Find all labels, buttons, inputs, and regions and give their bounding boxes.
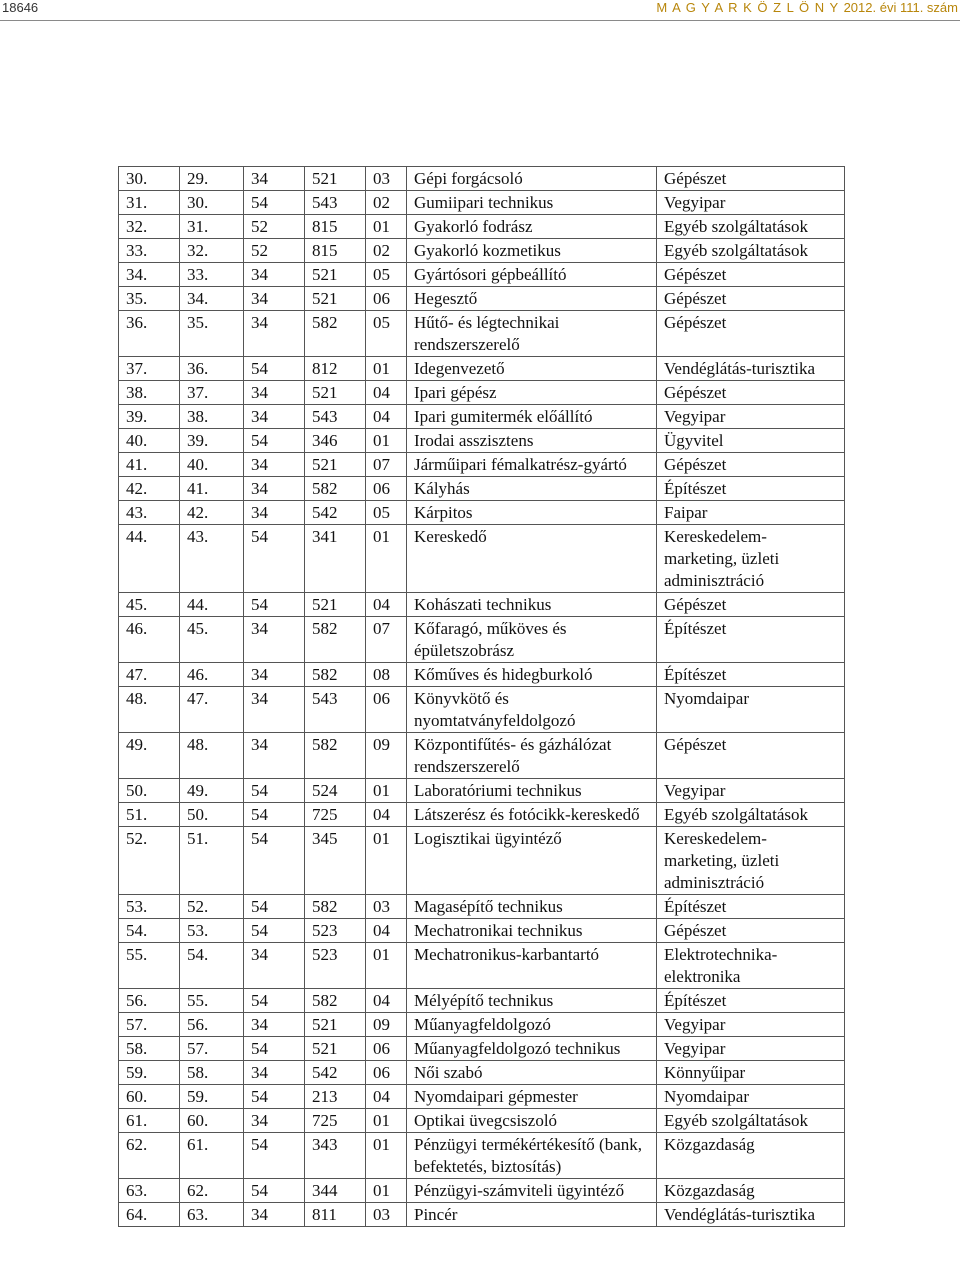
code-part-1-cell: 34 [244, 501, 305, 525]
code-part-2-cell: 543 [305, 405, 366, 429]
sector-cell: Gépészet [657, 287, 845, 311]
code-part-3-cell: 01 [366, 357, 407, 381]
code-part-1-cell: 54 [244, 1133, 305, 1179]
code-part-3-cell: 01 [366, 1109, 407, 1133]
qualification-name-cell: Magasépítő technikus [407, 895, 657, 919]
code-part-3-cell: 04 [366, 593, 407, 617]
sector-cell: Vegyipar [657, 191, 845, 215]
code-part-1-cell: 34 [244, 617, 305, 663]
sector-cell: Építészet [657, 895, 845, 919]
table-row [119, 943, 845, 989]
row-number-cell: 46. [119, 617, 180, 663]
table-row [119, 687, 845, 733]
row-number-cell: 48. [119, 687, 180, 733]
code-part-3-cell: 06 [366, 287, 407, 311]
qualification-name-cell: Gyártósori gépbeállító [407, 263, 657, 287]
sector-cell: Gépészet [657, 167, 845, 191]
row-number-cell: 38. [119, 381, 180, 405]
qualification-name-cell: Ipari gumitermék előállító [407, 405, 657, 429]
old-row-number-cell: 48. [180, 733, 244, 779]
code-part-1-cell: 34 [244, 687, 305, 733]
qualification-name-cell: Mechatronikus-karbantartó [407, 943, 657, 989]
code-part-3-cell: 06 [366, 687, 407, 733]
qualification-name-cell: Műanyagfeldolgozó technikus [407, 1037, 657, 1061]
sector-cell: Vegyipar [657, 779, 845, 803]
code-part-2-cell: 523 [305, 919, 366, 943]
code-part-3-cell: 01 [366, 943, 407, 989]
table-row [119, 239, 845, 263]
page-number: 18646 [2, 0, 39, 15]
code-part-2-cell: 582 [305, 895, 366, 919]
old-row-number-cell: 51. [180, 827, 244, 895]
qualification-name-cell: Kályhás [407, 477, 657, 501]
qualification-table [118, 166, 845, 1227]
code-part-2-cell: 582 [305, 477, 366, 501]
code-part-2-cell: 582 [305, 733, 366, 779]
table-row [119, 311, 845, 357]
code-part-1-cell: 34 [244, 311, 305, 357]
code-part-1-cell: 54 [244, 919, 305, 943]
table-row [119, 405, 845, 429]
table-row [119, 617, 845, 663]
code-part-2-cell: 815 [305, 215, 366, 239]
old-row-number-cell: 59. [180, 1085, 244, 1109]
row-number-cell: 61. [119, 1109, 180, 1133]
row-number-cell: 35. [119, 287, 180, 311]
code-part-1-cell: 52 [244, 215, 305, 239]
old-row-number-cell: 44. [180, 593, 244, 617]
qualification-name-cell: Pénzügyi-számviteli ügyintéző [407, 1179, 657, 1203]
code-part-2-cell: 521 [305, 1037, 366, 1061]
code-part-2-cell: 524 [305, 779, 366, 803]
qualification-name-cell: Logisztikai ügyintéző [407, 827, 657, 895]
old-row-number-cell: 42. [180, 501, 244, 525]
row-number-cell: 41. [119, 453, 180, 477]
row-number-cell: 31. [119, 191, 180, 215]
sector-cell: Egyéb szolgáltatások [657, 239, 845, 263]
code-part-2-cell: 812 [305, 357, 366, 381]
code-part-2-cell: 521 [305, 381, 366, 405]
code-part-1-cell: 54 [244, 1179, 305, 1203]
row-number-cell: 34. [119, 263, 180, 287]
code-part-1-cell: 52 [244, 239, 305, 263]
journal-title [656, 0, 958, 15]
qualification-name-cell: Központifűtés- és gázhálózat rendszerszerelő [407, 733, 657, 779]
code-part-1-cell: 34 [244, 477, 305, 501]
old-row-number-cell: 56. [180, 1013, 244, 1037]
table-row [119, 453, 845, 477]
row-number-cell: 60. [119, 1085, 180, 1109]
table-row [119, 525, 845, 593]
row-number-cell: 57. [119, 1013, 180, 1037]
table-row [119, 1133, 845, 1179]
old-row-number-cell: 30. [180, 191, 244, 215]
sector-cell: Építészet [657, 477, 845, 501]
code-part-1-cell: 54 [244, 593, 305, 617]
code-part-2-cell: 521 [305, 1013, 366, 1037]
qualification-name-cell: Női szabó [407, 1061, 657, 1085]
code-part-3-cell: 04 [366, 381, 407, 405]
code-part-3-cell: 01 [366, 429, 407, 453]
table-row [119, 381, 845, 405]
sector-cell: Gépészet [657, 311, 845, 357]
table-row [119, 1203, 845, 1227]
code-part-1-cell: 54 [244, 827, 305, 895]
code-part-1-cell: 34 [244, 287, 305, 311]
table-row [119, 827, 845, 895]
table-row [119, 263, 845, 287]
code-part-2-cell: 582 [305, 311, 366, 357]
row-number-cell: 56. [119, 989, 180, 1013]
code-part-3-cell: 04 [366, 803, 407, 827]
old-row-number-cell: 61. [180, 1133, 244, 1179]
qualification-name-cell: Irodai asszisztens [407, 429, 657, 453]
sector-cell: Vegyipar [657, 1037, 845, 1061]
table-row [119, 1013, 845, 1037]
qualification-name-cell: Gyakorló fodrász [407, 215, 657, 239]
code-part-1-cell: 54 [244, 779, 305, 803]
code-part-3-cell: 09 [366, 733, 407, 779]
code-part-1-cell: 54 [244, 895, 305, 919]
code-part-3-cell: 04 [366, 919, 407, 943]
page-header [0, 0, 960, 21]
row-number-cell: 47. [119, 663, 180, 687]
code-part-3-cell: 03 [366, 895, 407, 919]
code-part-3-cell: 01 [366, 1133, 407, 1179]
qualification-name-cell: Optikai üvegcsiszoló [407, 1109, 657, 1133]
qualification-name-cell: Hűtő- és légtechnikai rendszerszerelő [407, 311, 657, 357]
qualification-name-cell: Ipari gépész [407, 381, 657, 405]
row-number-cell: 62. [119, 1133, 180, 1179]
old-row-number-cell: 35. [180, 311, 244, 357]
code-part-2-cell: 346 [305, 429, 366, 453]
qualification-name-cell: Nyomdaipari gépmester [407, 1085, 657, 1109]
code-part-3-cell: 03 [366, 1203, 407, 1227]
old-row-number-cell: 47. [180, 687, 244, 733]
table-row [119, 1037, 845, 1061]
row-number-cell: 32. [119, 215, 180, 239]
old-row-number-cell: 57. [180, 1037, 244, 1061]
code-part-3-cell: 04 [366, 989, 407, 1013]
old-row-number-cell: 45. [180, 617, 244, 663]
old-row-number-cell: 34. [180, 287, 244, 311]
row-number-cell: 63. [119, 1179, 180, 1203]
old-row-number-cell: 33. [180, 263, 244, 287]
code-part-1-cell: 34 [244, 1061, 305, 1085]
code-part-1-cell: 34 [244, 263, 305, 287]
old-row-number-cell: 37. [180, 381, 244, 405]
row-number-cell: 53. [119, 895, 180, 919]
code-part-2-cell: 582 [305, 617, 366, 663]
row-number-cell: 30. [119, 167, 180, 191]
code-part-3-cell: 09 [366, 1013, 407, 1037]
sector-cell: Közgazdaság [657, 1179, 845, 1203]
sector-cell: Gépészet [657, 593, 845, 617]
qualification-name-cell: Gyakorló kozmetikus [407, 239, 657, 263]
code-part-2-cell: 542 [305, 501, 366, 525]
row-number-cell: 55. [119, 943, 180, 989]
code-part-2-cell: 725 [305, 803, 366, 827]
code-part-3-cell: 06 [366, 1061, 407, 1085]
qualification-name-cell: Pénzügyi termékértékesítő (bank, befektetés, biztosítás) [407, 1133, 657, 1179]
sector-cell: Nyomdaipar [657, 687, 845, 733]
old-row-number-cell: 49. [180, 779, 244, 803]
old-row-number-cell: 32. [180, 239, 244, 263]
table-row [119, 989, 845, 1013]
code-part-1-cell: 54 [244, 429, 305, 453]
code-part-3-cell: 02 [366, 239, 407, 263]
code-part-3-cell: 04 [366, 405, 407, 429]
sector-cell: Közgazdaság [657, 1133, 845, 1179]
code-part-3-cell: 01 [366, 215, 407, 239]
sector-cell: Kereskedelem-marketing, üzleti adminisztráció [657, 525, 845, 593]
code-part-2-cell: 213 [305, 1085, 366, 1109]
row-number-cell: 58. [119, 1037, 180, 1061]
code-part-1-cell: 34 [244, 733, 305, 779]
table-row [119, 919, 845, 943]
code-part-1-cell: 54 [244, 989, 305, 1013]
code-part-1-cell: 54 [244, 191, 305, 215]
old-row-number-cell: 39. [180, 429, 244, 453]
old-row-number-cell: 41. [180, 477, 244, 501]
code-part-1-cell: 34 [244, 381, 305, 405]
code-part-1-cell: 34 [244, 1109, 305, 1133]
sector-cell: Ügyvitel [657, 429, 845, 453]
code-part-2-cell: 344 [305, 1179, 366, 1203]
code-part-1-cell: 34 [244, 453, 305, 477]
row-number-cell: 39. [119, 405, 180, 429]
qualification-name-cell: Hegesztő [407, 287, 657, 311]
old-row-number-cell: 60. [180, 1109, 244, 1133]
code-part-3-cell: 07 [366, 453, 407, 477]
code-part-3-cell: 05 [366, 311, 407, 357]
code-part-2-cell: 343 [305, 1133, 366, 1179]
code-part-3-cell: 01 [366, 525, 407, 593]
table-row [119, 287, 845, 311]
row-number-cell: 44. [119, 525, 180, 593]
code-part-2-cell: 543 [305, 687, 366, 733]
table-row [119, 1085, 845, 1109]
table-row [119, 803, 845, 827]
table-body [119, 167, 845, 1227]
row-number-cell: 64. [119, 1203, 180, 1227]
qualification-name-cell: Kőműves és hidegburkoló [407, 663, 657, 687]
code-part-2-cell: 521 [305, 287, 366, 311]
old-row-number-cell: 36. [180, 357, 244, 381]
code-part-1-cell: 34 [244, 167, 305, 191]
row-number-cell: 59. [119, 1061, 180, 1085]
qualification-name-cell: Könyvkötő és nyomtatványfeldolgozó [407, 687, 657, 733]
table-row [119, 895, 845, 919]
code-part-1-cell: 54 [244, 803, 305, 827]
code-part-2-cell: 521 [305, 593, 366, 617]
code-part-3-cell: 03 [366, 167, 407, 191]
old-row-number-cell: 53. [180, 919, 244, 943]
qualification-name-cell: Mélyépítő technikus [407, 989, 657, 1013]
row-number-cell: 40. [119, 429, 180, 453]
code-part-2-cell: 725 [305, 1109, 366, 1133]
qualification-name-cell: Kereskedő [407, 525, 657, 593]
row-number-cell: 54. [119, 919, 180, 943]
code-part-3-cell: 01 [366, 779, 407, 803]
qualification-name-cell: Laboratóriumi technikus [407, 779, 657, 803]
code-part-3-cell: 08 [366, 663, 407, 687]
code-part-1-cell: 54 [244, 525, 305, 593]
sector-cell: Vegyipar [657, 1013, 845, 1037]
qualification-name-cell: Idegenvezető [407, 357, 657, 381]
code-part-2-cell: 543 [305, 191, 366, 215]
code-part-1-cell: 54 [244, 357, 305, 381]
sector-cell: Építészet [657, 663, 845, 687]
sector-cell: Kereskedelem-marketing, üzleti adminisztráció [657, 827, 845, 895]
code-part-1-cell: 34 [244, 663, 305, 687]
code-part-3-cell: 05 [366, 263, 407, 287]
qualification-name-cell: Gépi forgácsoló [407, 167, 657, 191]
code-part-2-cell: 523 [305, 943, 366, 989]
table-row [119, 477, 845, 501]
code-part-1-cell: 34 [244, 1013, 305, 1037]
code-part-1-cell: 54 [244, 1037, 305, 1061]
qualification-name-cell: Kőfaragó, műköves és épületszobrász [407, 617, 657, 663]
sector-cell: Faipar [657, 501, 845, 525]
code-part-2-cell: 542 [305, 1061, 366, 1085]
sector-cell: Gépészet [657, 919, 845, 943]
table-row [119, 215, 845, 239]
sector-cell: Építészet [657, 989, 845, 1013]
code-part-2-cell: 521 [305, 263, 366, 287]
sector-cell: Gépészet [657, 453, 845, 477]
row-number-cell: 33. [119, 239, 180, 263]
old-row-number-cell: 62. [180, 1179, 244, 1203]
row-number-cell: 42. [119, 477, 180, 501]
table-row [119, 663, 845, 687]
sector-cell: Egyéb szolgáltatások [657, 215, 845, 239]
sector-cell: Elektrotechnika-elektronika [657, 943, 845, 989]
code-part-1-cell: 54 [244, 1085, 305, 1109]
code-part-2-cell: 815 [305, 239, 366, 263]
old-row-number-cell: 50. [180, 803, 244, 827]
code-part-1-cell: 34 [244, 405, 305, 429]
old-row-number-cell: 31. [180, 215, 244, 239]
sector-cell: Egyéb szolgáltatások [657, 1109, 845, 1133]
sector-cell: Egyéb szolgáltatások [657, 803, 845, 827]
code-part-1-cell: 34 [244, 943, 305, 989]
code-part-2-cell: 582 [305, 989, 366, 1013]
row-number-cell: 45. [119, 593, 180, 617]
old-row-number-cell: 55. [180, 989, 244, 1013]
qualification-name-cell: Mechatronikai technikus [407, 919, 657, 943]
code-part-3-cell: 01 [366, 827, 407, 895]
qualification-name-cell: Pincér [407, 1203, 657, 1227]
old-row-number-cell: 38. [180, 405, 244, 429]
row-number-cell: 49. [119, 733, 180, 779]
code-part-3-cell: 07 [366, 617, 407, 663]
table-row [119, 429, 845, 453]
code-part-3-cell: 02 [366, 191, 407, 215]
qualification-name-cell: Kárpitos [407, 501, 657, 525]
table-row [119, 1179, 845, 1203]
journal-name: M A G Y A R K Ö Z L Ö N Y [656, 0, 839, 15]
table-row [119, 357, 845, 381]
table-row [119, 733, 845, 779]
old-row-number-cell: 46. [180, 663, 244, 687]
old-row-number-cell: 54. [180, 943, 244, 989]
code-part-2-cell: 521 [305, 453, 366, 477]
code-part-2-cell: 582 [305, 663, 366, 687]
code-part-3-cell: 05 [366, 501, 407, 525]
sector-cell: Gépészet [657, 263, 845, 287]
code-part-2-cell: 811 [305, 1203, 366, 1227]
qualification-name-cell: Kohászati technikus [407, 593, 657, 617]
table-row [119, 191, 845, 215]
qualification-name-cell: Látszerész és fotócikk-kereskedő [407, 803, 657, 827]
issue-label: 2012. évi 111. szám [843, 0, 958, 15]
row-number-cell: 52. [119, 827, 180, 895]
old-row-number-cell: 40. [180, 453, 244, 477]
sector-cell: Könnyűipar [657, 1061, 845, 1085]
sector-cell: Vendéglátás-turisztika [657, 357, 845, 381]
sector-cell: Vegyipar [657, 405, 845, 429]
code-part-2-cell: 521 [305, 167, 366, 191]
old-row-number-cell: 52. [180, 895, 244, 919]
row-number-cell: 50. [119, 779, 180, 803]
qualification-name-cell: Műanyagfeldolgozó [407, 1013, 657, 1037]
row-number-cell: 43. [119, 501, 180, 525]
sector-cell: Nyomdaipar [657, 1085, 845, 1109]
sector-cell: Gépészet [657, 381, 845, 405]
old-row-number-cell: 63. [180, 1203, 244, 1227]
table-row [119, 167, 845, 191]
code-part-3-cell: 06 [366, 477, 407, 501]
old-row-number-cell: 29. [180, 167, 244, 191]
table-row [119, 779, 845, 803]
table-row [119, 593, 845, 617]
code-part-3-cell: 06 [366, 1037, 407, 1061]
sector-cell: Gépészet [657, 733, 845, 779]
code-part-1-cell: 34 [244, 1203, 305, 1227]
qualification-name-cell: Gumiipari technikus [407, 191, 657, 215]
code-part-3-cell: 04 [366, 1085, 407, 1109]
code-part-3-cell: 01 [366, 1179, 407, 1203]
table-row [119, 501, 845, 525]
table-row [119, 1109, 845, 1133]
code-part-2-cell: 345 [305, 827, 366, 895]
sector-cell: Vendéglátás-turisztika [657, 1203, 845, 1227]
old-row-number-cell: 58. [180, 1061, 244, 1085]
row-number-cell: 36. [119, 311, 180, 357]
row-number-cell: 37. [119, 357, 180, 381]
table-row [119, 1061, 845, 1085]
row-number-cell: 51. [119, 803, 180, 827]
sector-cell: Építészet [657, 617, 845, 663]
code-part-2-cell: 341 [305, 525, 366, 593]
old-row-number-cell: 43. [180, 525, 244, 593]
qualification-name-cell: Járműipari fémalkatrész-gyártó [407, 453, 657, 477]
